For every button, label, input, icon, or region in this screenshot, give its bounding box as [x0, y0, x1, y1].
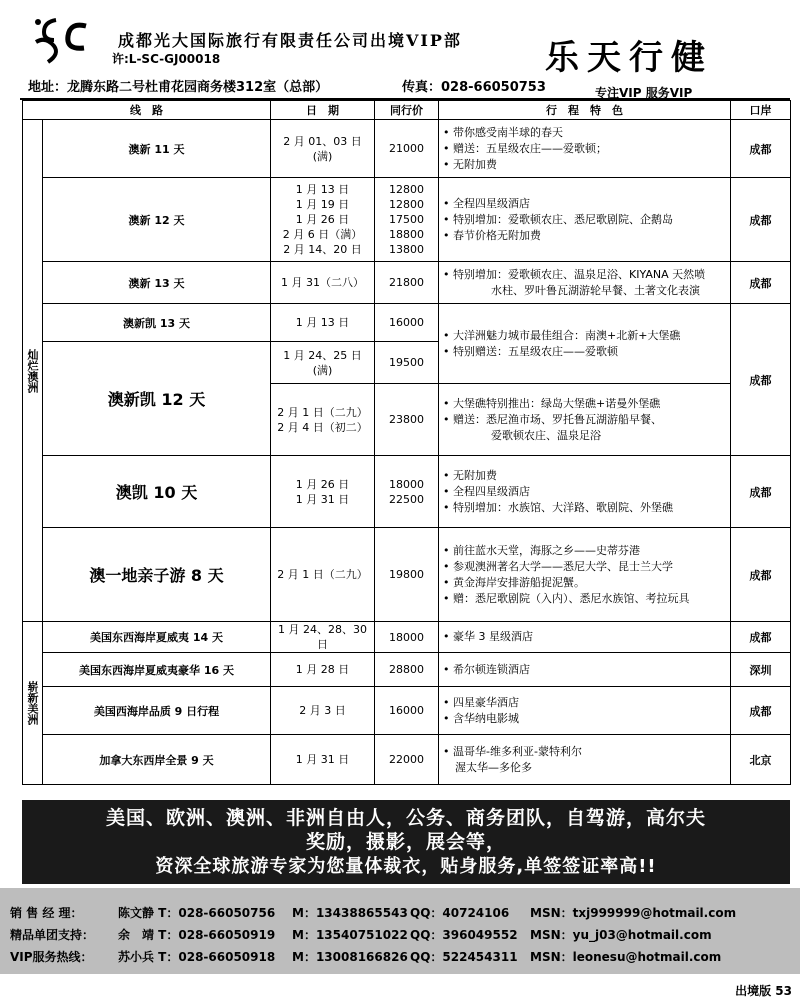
banner-line: 奖励，摄影，展会等，: [305, 831, 506, 853]
header-port: 口岸: [731, 101, 791, 120]
date: 1 月 13 日: [295, 316, 350, 329]
date: 1 月 26 日: [295, 213, 350, 226]
address-bar: [20, 74, 790, 100]
price: 21000: [389, 142, 424, 155]
feature: • 温哥华-维多利亚-蒙特利尔: [443, 744, 582, 758]
price: 12800: [389, 198, 424, 211]
feature: • 赠：悉尼歌剧院（入内）、悉尼水族馆、考拉玩具: [443, 591, 690, 605]
feature: • 带你感受南半球的春天: [443, 125, 563, 139]
price: 12800: [389, 183, 424, 196]
feature: • 全程四星级酒店: [443, 484, 530, 498]
feature: • 无附加费: [443, 468, 497, 482]
table-row: [23, 304, 791, 342]
date: 2 月 1 日（二九）: [277, 568, 368, 581]
feature: • 大堡礁特别推出：绿岛大堡礁+诺曼外堡礁: [443, 396, 661, 410]
table-row: [23, 528, 791, 622]
contact-name-phone: 余 靖 T：028-66050919: [118, 928, 276, 942]
feature: • 全程四星级酒店: [443, 196, 530, 210]
route-name: 澳新 13 天: [43, 262, 271, 304]
header-date: 日 期: [271, 101, 375, 120]
table-row: [23, 653, 791, 687]
port: 成都: [731, 304, 791, 456]
feature: • 特别增加：爱歌顿农庄、温泉足浴、KIYANA 天然喷: [443, 267, 706, 281]
feature: 渥太华—多伦多: [455, 760, 532, 774]
date: 2 月 4 日（初二）: [277, 420, 368, 434]
date: 1 月 31（二八）: [281, 276, 364, 289]
table-header-row: [23, 101, 791, 120]
feature: • 赠送：悉尼渔市场、罗托鲁瓦湖游船早餐、: [443, 412, 662, 426]
contact-qq: QQ：40724106: [410, 906, 510, 920]
feature: 水柱、罗叶鲁瓦湖游轮早餐、土著文化表演: [491, 283, 700, 297]
date: 1 月 26 日: [295, 477, 350, 491]
price: 22500: [389, 492, 424, 506]
feature: • 黄金海岸安排游船捉泥蟹。: [443, 575, 585, 589]
feature: • 希尔顿连锁酒店: [443, 662, 530, 676]
route-table: [22, 100, 791, 785]
route-name: 澳凯 10 天: [43, 456, 271, 528]
route-name: 澳新 12 天: [43, 178, 271, 262]
region-americas: 崭新美洲: [23, 622, 43, 785]
port: 成都: [731, 528, 791, 622]
feature: • 春节价格无附加费: [443, 228, 541, 242]
header-route: 线 路: [23, 101, 271, 120]
port: 深圳: [731, 653, 791, 687]
date: 1 月 24、25 日(满): [283, 348, 362, 377]
date: 2 月 6 日（满）: [282, 228, 363, 241]
route-name: 澳新 11 天: [43, 120, 271, 178]
date: 1 月 24、28、30 日: [278, 623, 367, 651]
table-row: [23, 622, 791, 653]
feature: • 赠送：五星级农庄——爱歌顿；: [443, 141, 607, 155]
feature: • 四星豪华酒店: [443, 695, 519, 709]
contact-msn: MSN：txj999999@hotmail.com: [530, 906, 737, 920]
banner-line: 美国、欧洲、澳洲、非洲自由人，公务、商务团队，自驾游，高尔夫: [105, 807, 706, 829]
feature: • 前往蓝水天堂，海豚之乡——史蒂芬港: [443, 543, 640, 557]
contact-name-phone: 苏小兵 T：028-66050918: [118, 950, 276, 964]
price: 23800: [389, 413, 424, 426]
contact-role: VIP服务热线：: [10, 950, 93, 964]
date: 2 月 14、20 日: [283, 243, 362, 256]
port: 成都: [731, 456, 791, 528]
route-name: 美国东西海岸夏威夷豪华 16 天: [43, 653, 271, 687]
table-row: [23, 120, 791, 178]
feature: • 大洋洲魅力城市最佳组合：南澳+北新+大堡礁: [443, 328, 681, 342]
slogan: 乐天行健: [545, 38, 713, 78]
price: 18000: [389, 630, 424, 644]
feature: • 豪华 3 星级酒店: [443, 630, 533, 643]
region-australia: 灿烂澳洲: [23, 120, 43, 622]
table-row: [23, 687, 791, 735]
contact-msn: MSN：yu_j03@hotmail.com: [530, 928, 712, 942]
date: 2 月 01、03 日(满): [283, 134, 362, 163]
date: 1 月 31 日: [295, 753, 350, 766]
route-name: 澳新凯 13 天: [43, 304, 271, 342]
promo-banner: [22, 800, 790, 884]
route-name: 澳一地亲子游 8 天: [43, 528, 271, 622]
contact-qq: QQ：522454311: [410, 950, 518, 964]
route-name: 美国东西海岸夏威夷 14 天: [43, 622, 271, 653]
port: 成都: [731, 622, 791, 653]
company-logo: [26, 12, 106, 72]
price: 18800: [389, 228, 424, 241]
license-number: 许:L-SC-GJ00018: [112, 52, 221, 66]
date: 2 月 1 日（二九）: [277, 405, 368, 419]
feature: 爱歌顿农庄、温泉足浴: [491, 428, 601, 442]
fax-number: 传真：028-66050753: [402, 80, 546, 95]
feature: • 特别增加：爱歌顿农庄、悉尼歌剧院、企鹅岛: [443, 212, 673, 226]
contact-name-phone: 陈文静 T：028-66050756: [118, 906, 276, 920]
date: 1 月 13 日: [295, 183, 350, 196]
contact-role: 销 售 经 理：: [10, 906, 83, 920]
contact-msn: MSN：leonesu@hotmail.com: [530, 950, 722, 964]
port: 成都: [731, 120, 791, 178]
table-row: [23, 262, 791, 304]
feature: • 特别增加：水族馆、大洋路、歌剧院、外堡礁: [443, 500, 673, 514]
table-row: [23, 735, 791, 785]
date: 2 月 3 日: [299, 704, 346, 717]
banner-line: 资深全球旅游专家为您量体裁衣，贴身服务,单签签证率高!!: [155, 856, 657, 877]
feature: • 特别赠送：五星级农庄——爱歌顿: [443, 344, 618, 358]
route-name: 澳新凯 12 天: [43, 342, 271, 456]
port: 北京: [731, 735, 791, 785]
price: 21800: [389, 276, 424, 289]
contact-role: 精品单团支持：: [10, 928, 95, 942]
contact-mobile: M：13008166826: [292, 950, 408, 964]
header-price: 同行价: [375, 101, 439, 120]
table-row: [23, 178, 791, 262]
feature: • 含华纳电影城: [443, 711, 519, 725]
feature: • 无附加费: [443, 157, 497, 171]
contact-qq: QQ：396049552: [410, 928, 518, 942]
contacts-panel: [0, 888, 800, 974]
route-name: 美国西海岸品质 9 日行程: [43, 687, 271, 735]
header-features: 行 程 特 色: [439, 101, 731, 120]
table-row: [23, 456, 791, 528]
page-number: 出境版 53: [735, 984, 792, 998]
port: 成都: [731, 178, 791, 262]
vip-slogan: 专注VIP 服务VIP: [595, 86, 693, 100]
contact-mobile: M：13438865543: [292, 906, 408, 920]
price: 22000: [389, 753, 424, 766]
page-header: [20, 8, 790, 100]
address: 地址：龙腾东路二号杜甫花园商务楼312室（总部）: [28, 80, 329, 95]
price: 17500: [389, 213, 424, 226]
price: 19800: [389, 568, 424, 581]
price: 18000: [389, 477, 424, 491]
price: 16000: [389, 316, 424, 329]
date: 1 月 19 日: [295, 198, 350, 211]
price: 13800: [389, 243, 424, 256]
date: 1 月 28 日: [295, 663, 350, 676]
price: 16000: [389, 704, 424, 717]
company-name: 成都光大国际旅行有限责任公司出境VIP部: [118, 31, 462, 50]
port: 成都: [731, 687, 791, 735]
contact-mobile: M：13540751022: [292, 928, 408, 942]
date: 1 月 31 日: [295, 492, 350, 506]
price: 28800: [389, 663, 424, 676]
feature: • 参观澳洲著名大学——悉尼大学、昆士兰大学: [443, 559, 673, 573]
price: 19500: [389, 356, 424, 369]
port: 成都: [731, 262, 791, 304]
route-name: 加拿大东西岸全景 9 天: [43, 735, 271, 785]
